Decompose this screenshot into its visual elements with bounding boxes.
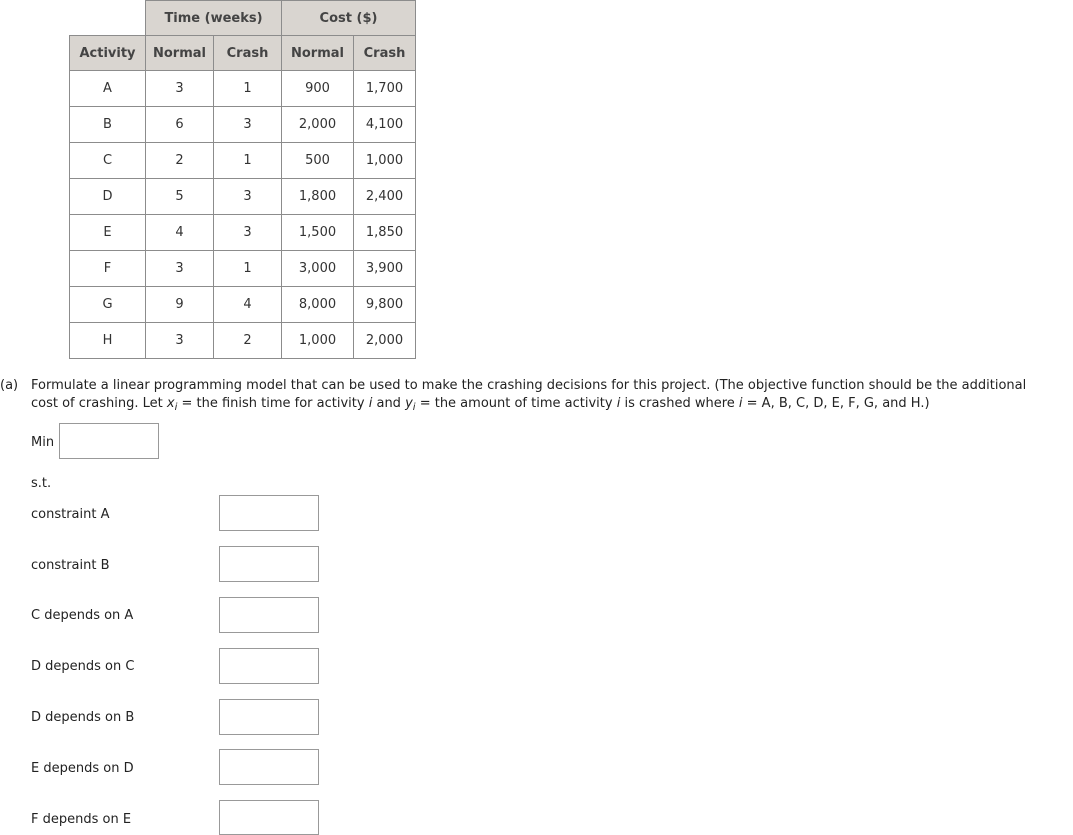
constraint-label: C depends on A xyxy=(31,608,134,623)
cell-cost-crash: 1,000 xyxy=(354,143,416,179)
cell-time-crash: 3 xyxy=(214,107,282,143)
cell-time-normal: 3 xyxy=(146,71,214,107)
var-y: y xyxy=(405,396,413,411)
cell-cost-crash: 1,850 xyxy=(354,215,416,251)
cell-activity: B xyxy=(70,107,146,143)
cell-cost-crash: 2,400 xyxy=(354,179,416,215)
cell-time-normal: 4 xyxy=(146,215,214,251)
cell-time-crash: 1 xyxy=(214,251,282,287)
cell-cost-crash: 4,100 xyxy=(354,107,416,143)
constraint-e-d-input[interactable] xyxy=(219,749,319,785)
table-row xyxy=(70,143,416,179)
cell-activity: H xyxy=(70,323,146,359)
cell-activity: G xyxy=(70,287,146,323)
var-i: i xyxy=(616,396,621,411)
cell-cost-crash: 9,800 xyxy=(354,287,416,323)
var-i: i xyxy=(738,396,743,411)
cell-activity: F xyxy=(70,251,146,287)
var-i: i xyxy=(368,396,373,411)
cell-cost-normal: 900 xyxy=(282,71,354,107)
cell-time-normal: 6 xyxy=(146,107,214,143)
cell-cost-normal: 1,500 xyxy=(282,215,354,251)
constraint-label: D depends on C xyxy=(31,659,135,674)
question-number: (a) xyxy=(0,378,19,393)
cell-time-crash: 1 xyxy=(214,143,282,179)
subscript-i: i xyxy=(412,402,416,413)
table-row xyxy=(70,323,416,359)
cell-cost-normal: 500 xyxy=(282,143,354,179)
column-header-cost-normal: Normal xyxy=(282,36,354,71)
question-text-part: Formulate a linear programming model that can be used to make the crashing decisions for this project. (The objective function should be the additional cost of crashing. Let xyxy=(31,378,1027,411)
min-label: Min xyxy=(31,435,55,450)
constraint-d-b-input[interactable] xyxy=(219,699,319,735)
table-row xyxy=(70,287,416,323)
question-text-part: = the finish time for activity xyxy=(177,396,369,411)
cell-activity: C xyxy=(70,143,146,179)
cell-cost-normal: 8,000 xyxy=(282,287,354,323)
column-header-cost-crash: Crash xyxy=(354,36,416,71)
cell-cost-crash: 1,700 xyxy=(354,71,416,107)
question-text-part: is crashed where xyxy=(620,396,739,411)
objective-input[interactable] xyxy=(59,423,159,459)
column-header-time-normal: Normal xyxy=(146,36,214,71)
cell-time-crash: 2 xyxy=(214,323,282,359)
cell-time-normal: 5 xyxy=(146,179,214,215)
table-row xyxy=(70,179,416,215)
cell-time-normal: 9 xyxy=(146,287,214,323)
constraint-c-a-input[interactable] xyxy=(219,597,319,633)
table-row xyxy=(70,215,416,251)
constraint-f-e-input[interactable] xyxy=(219,800,319,835)
question-text-part: and xyxy=(372,396,406,411)
group-header-cost: Cost ($) xyxy=(282,1,416,36)
table-row xyxy=(70,107,416,143)
cell-time-crash: 3 xyxy=(214,215,282,251)
cell-cost-normal: 2,000 xyxy=(282,107,354,143)
cell-cost-crash: 2,000 xyxy=(354,323,416,359)
column-header-activity: Activity xyxy=(70,36,146,71)
var-x: x xyxy=(166,396,175,411)
table-row xyxy=(70,71,416,107)
constraint-label: constraint A xyxy=(31,507,110,522)
subscript-i: i xyxy=(174,402,178,413)
constraint-label: E depends on D xyxy=(31,761,134,776)
cell-activity: A xyxy=(70,71,146,107)
cell-cost-normal: 3,000 xyxy=(282,251,354,287)
cell-activity: E xyxy=(70,215,146,251)
cell-time-normal: 2 xyxy=(146,143,214,179)
question-text xyxy=(31,377,1051,417)
constraint-d-c-input[interactable] xyxy=(219,648,319,684)
cell-time-normal: 3 xyxy=(146,251,214,287)
table-corner xyxy=(70,1,146,36)
cell-time-crash: 3 xyxy=(214,179,282,215)
cell-cost-normal: 1,800 xyxy=(282,179,354,215)
cell-cost-normal: 1,000 xyxy=(282,323,354,359)
table-body xyxy=(70,71,416,359)
cell-activity: D xyxy=(70,179,146,215)
question-text-part: = A, B, C, D, E, F, G, and H.) xyxy=(742,396,930,411)
cell-time-crash: 4 xyxy=(214,287,282,323)
constraint-label: D depends on B xyxy=(31,710,135,725)
question-text-part: = the amount of time activity xyxy=(415,396,617,411)
cell-time-normal: 3 xyxy=(146,323,214,359)
column-header-time-crash: Crash xyxy=(214,36,282,71)
cell-cost-crash: 3,900 xyxy=(354,251,416,287)
group-header-time: Time (weeks) xyxy=(146,1,282,36)
constraint-a-input[interactable] xyxy=(219,495,319,531)
st-label: s.t. xyxy=(31,476,52,491)
constraint-label: F depends on E xyxy=(31,812,132,827)
table-row xyxy=(70,251,416,287)
constraint-label: constraint B xyxy=(31,558,110,573)
cell-time-crash: 1 xyxy=(214,71,282,107)
constraint-b-input[interactable] xyxy=(219,546,319,582)
crash-data-table xyxy=(69,0,416,359)
